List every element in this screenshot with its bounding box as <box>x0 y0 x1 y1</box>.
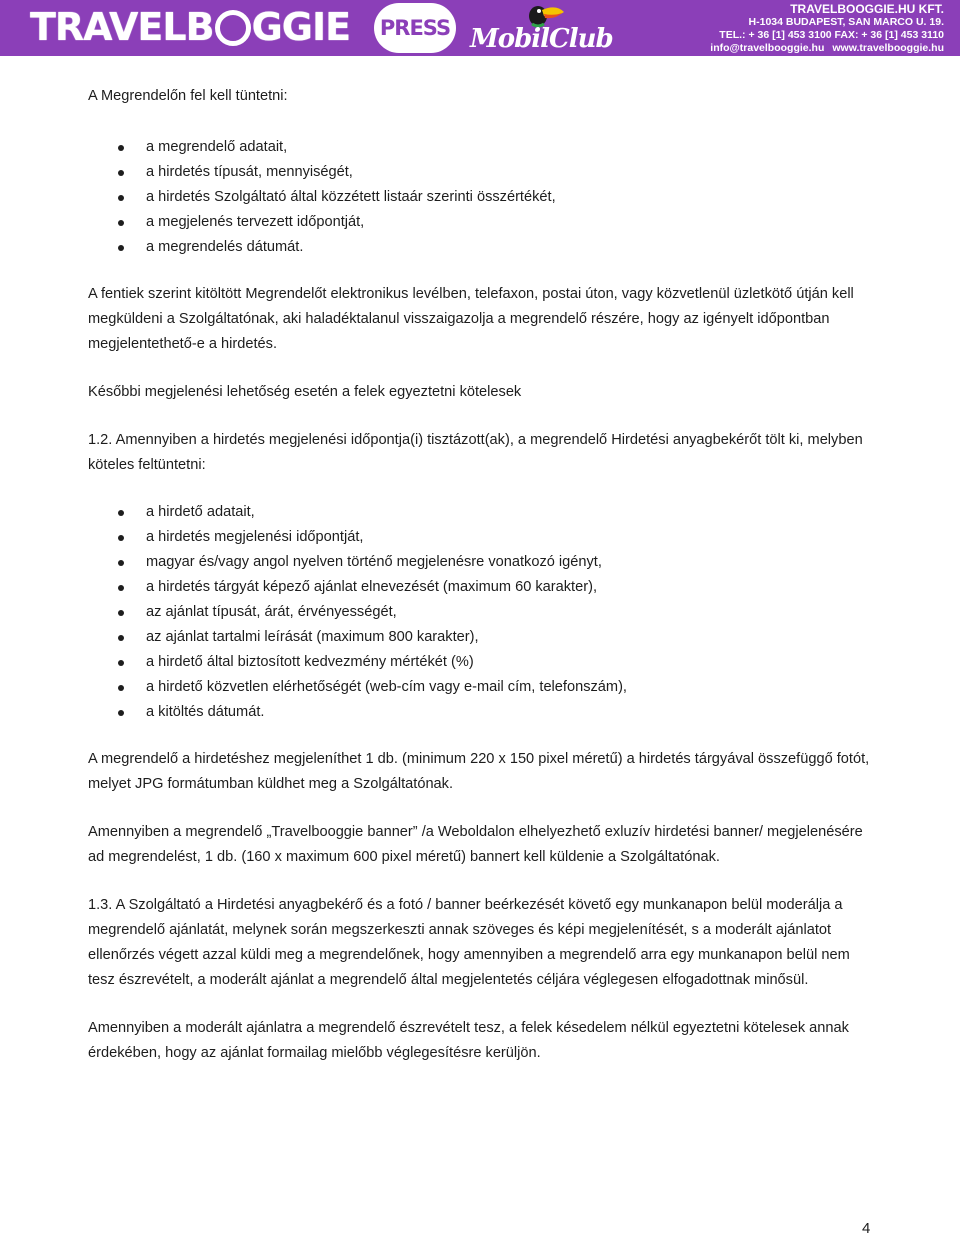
list-item: a hirdető adatait, <box>146 500 878 525</box>
list-item: a hirdetés megjelenési időpontját, <box>146 525 878 550</box>
travelbooggie-logo <box>30 4 350 50</box>
list-item: az ajánlat tartalmi leírását (maximum 800 karakter), <box>146 625 878 650</box>
remarks-paragraph: Amennyiben a moderált ajánlatra a megrendelő észrevételt tesz, a felek késedelem nélkül egyeztetni kötelesek annak érdekében, hogy az ajánlat formailag mielőbb véglegesítésre kerüljön. <box>88 1020 849 1061</box>
company-name: TRAVELBOOGGIE.HU KFT. <box>790 2 944 16</box>
submission-paragraph: A fentiek szerint kitöltött Megrendelőt elektronikus levélben, telefaxon, postai úton, vagy közvetlenül üzletkötő útján kell megküldeni a Szolgáltatónak, aki haladéktalanul visszaigazolja a megrendelő részére, hogy az igényelt időpontban megjelentethető-e a hirdetés. <box>88 286 854 352</box>
press-badge <box>374 3 456 53</box>
list-item: a kitöltés dátumát. <box>146 700 878 725</box>
list-item: a hirdetés típusát, mennyiségét, <box>146 160 878 185</box>
press-badge-label: PRESS <box>379 16 451 40</box>
document-body <box>88 84 878 1066</box>
company-contact <box>710 42 944 55</box>
list-item: magyar és/vagy angol nyelven történő megjelenésre vonatkozó igényt, <box>146 550 878 575</box>
company-phone-fax: TEL.: + 36 [1] 453 3100 FAX: + 36 [1] 453 3110 <box>719 29 944 41</box>
order-requirements-list <box>88 135 878 260</box>
brand-text-left: TRAVELB <box>30 5 214 49</box>
mobilclub-logo <box>470 2 640 54</box>
list-item: az ajánlat típusát, árát, érvényességét, <box>146 600 878 625</box>
list-item: a hirdetés tárgyát képező ajánlat elnevezését (maximum 60 karakter), <box>146 575 878 600</box>
logo-ring-icon <box>215 10 251 46</box>
company-address: H-1034 BUDAPEST, SAN MARCO U. 19. <box>748 16 944 28</box>
banner-paragraph: Amennyiben a megrendelő „Travelbooggie banner” /a Weboldalon elhelyezhető exluzív hirdetési banner/ megjelenésére ad megrendelést, 1 db. (160 x maximum 600 pixel méretű) bannert kell küldenie a Szolgáltatónak. <box>88 824 863 865</box>
intro-paragraph: A Megrendelőn fel kell tüntetni: <box>88 88 288 104</box>
page-number: 4 <box>862 1220 871 1237</box>
header-banner <box>0 0 960 56</box>
list-item: a megrendelő adatait, <box>146 135 878 160</box>
brand-text-right: GGIE <box>251 5 351 49</box>
ad-material-list <box>88 500 878 725</box>
list-item: a hirdetés Szolgáltató által közzétett listaár szerinti összértékét, <box>146 185 878 210</box>
list-item: a megrendelés dátumát. <box>146 235 878 260</box>
photo-paragraph: A megrendelő a hirdetéshez megjeleníthet 1 db. (minimum 220 x 150 pixel méretű) a hirdetés tárgyával összefüggő fotót, melyet JPG formátumban küldhet meg a Szolgáltatónak. <box>88 751 870 792</box>
section-1-3-paragraph: 1.3. A Szolgáltató a Hirdetési anyagbekérő és a fotó / banner beérkezését követő egy munkanapon belül moderálja a megrendelő ajánlatát, melynek során megszerkeszti annak szöveges és képi megjelenítését, s a moderált ajánlatot ellenőrzés végett azzal küldi meg a megrendelőnek, hogy amennyiben a megrendelő arra egy munkanapon belül nem tesz észrevételt, a moderált ajánlat a megrendelő által megjelentetés céljára véglegesen elfogadottnak minősül. <box>88 897 850 988</box>
company-info <box>710 3 944 55</box>
company-email-link[interactable]: info@travelbooggie.hu <box>710 42 825 54</box>
list-item: a megjelenés tervezett időpontját, <box>146 210 878 235</box>
company-website-link[interactable]: www.travelbooggie.hu <box>832 42 944 54</box>
list-item: a hirdető közvetlen elérhetőségét (web-cím vagy e-mail cím, telefonszám), <box>146 675 878 700</box>
later-appearance-paragraph: Későbbi megjelenési lehetőség esetén a felek egyeztetni kötelesek <box>88 384 522 400</box>
list-item: a hirdető által biztosított kedvezmény mértékét (%) <box>146 650 878 675</box>
section-1-2-paragraph: 1.2. Amennyiben a hirdetés megjelenési időpontja(i) tisztázott(ak), a megrendelő Hirdetési anyagbekérőt tölt ki, melyben köteles feltüntetni: <box>88 432 863 473</box>
mobilclub-wordmark: MobilClub <box>470 24 613 54</box>
